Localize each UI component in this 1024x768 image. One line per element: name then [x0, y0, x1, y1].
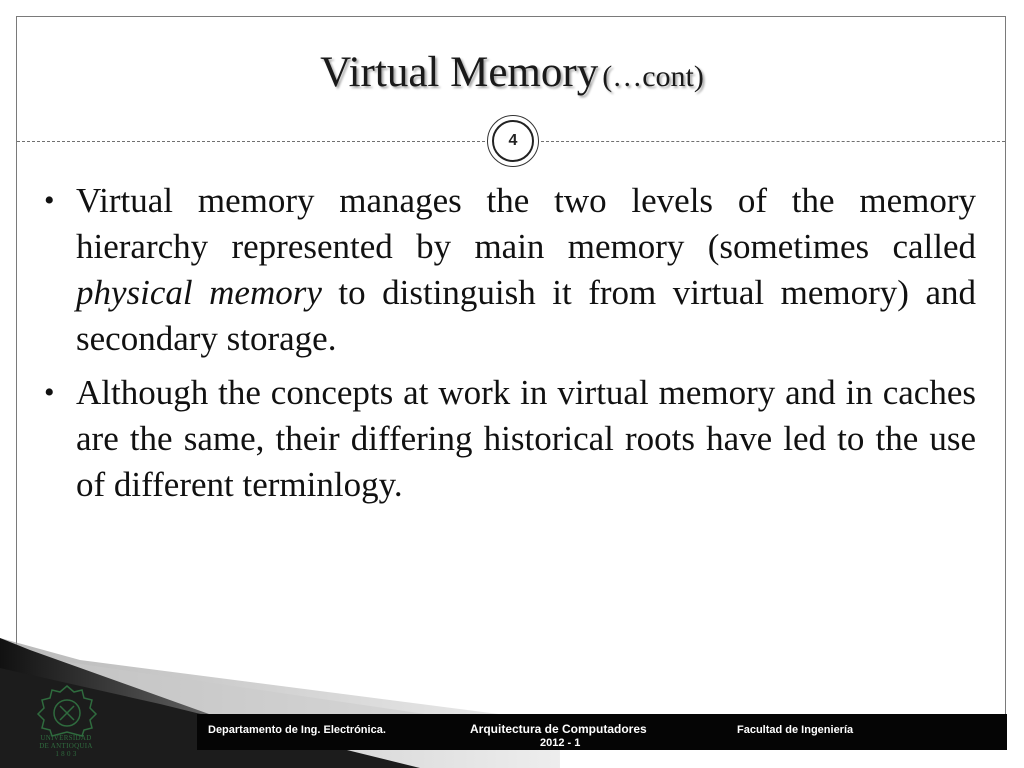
slide-number: 4: [492, 120, 534, 162]
bullet-icon: •: [44, 184, 55, 217]
title-sub: (…cont): [602, 60, 704, 93]
title-divider-right: [541, 141, 1005, 142]
slide-title: [0, 48, 1024, 97]
footer-department: Departamento de Ing. Electrónica.: [208, 724, 386, 736]
bullet-icon: •: [44, 376, 55, 409]
footer-period: 2012 - 1: [540, 737, 581, 749]
seal-line: DE ANTIOQUIA: [39, 742, 93, 750]
title-main: Virtual Memory: [320, 49, 599, 96]
footer-bar: [197, 714, 1007, 750]
bullet-item: [44, 370, 976, 508]
slide-number-badge: [487, 115, 539, 167]
footer-course: Arquitectura de Computadores: [470, 722, 647, 736]
seal-line: 1 8 0 3: [55, 750, 77, 758]
bullet-emphasis: physical memory: [76, 273, 322, 312]
bullet-text-part: to distinguish it from virtual memory) and secondary storage.: [76, 273, 976, 358]
university-seal-text: [26, 734, 106, 758]
bullet-text-part: Virtual memory manages the two levels of the memory hierarchy represented by main memory (sometimes called: [76, 181, 976, 266]
bullet-item: [44, 178, 976, 362]
slide-body: [44, 178, 976, 516]
bullet-text: Although the concepts at work in virtual memory and in caches are the same, their differing historical roots have led to the use of different terminlogy.: [76, 373, 976, 504]
bullet-text: [76, 178, 976, 362]
footer-faculty: Facultad de Ingeniería: [737, 724, 854, 736]
title-divider-left: [17, 141, 485, 142]
seal-line: UNIVERSIDAD: [40, 734, 92, 742]
